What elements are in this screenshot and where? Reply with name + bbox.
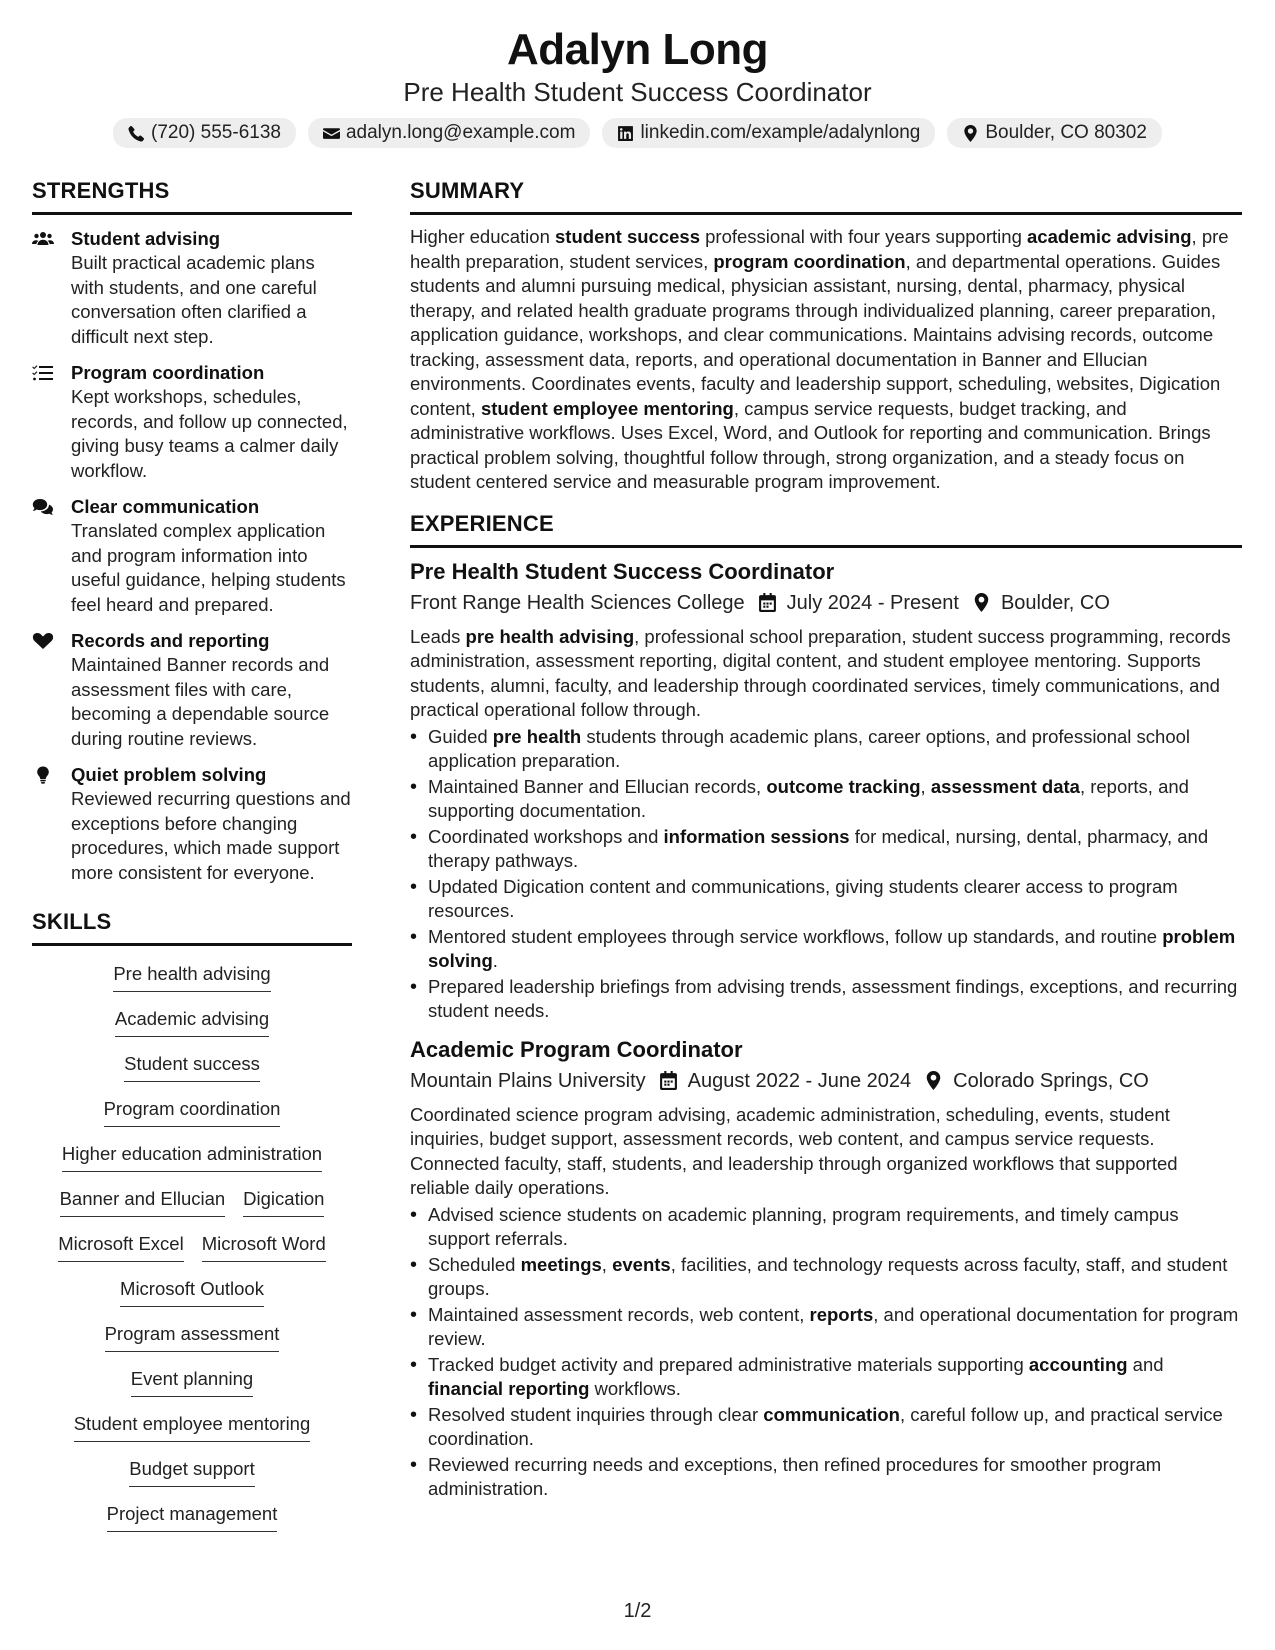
skill-row — [129, 1451, 254, 1496]
calendar-icon — [759, 593, 777, 613]
text-run: Maintained Banner and Ellucian records, — [428, 775, 767, 797]
contact-phone — [113, 118, 296, 148]
text-run: workflows. — [589, 1378, 681, 1399]
contact-email-text: adalyn.long@example.com — [345, 122, 576, 143]
text-run: , — [601, 1253, 613, 1275]
contact-bar — [0, 118, 1275, 148]
strength-item — [32, 361, 352, 483]
strength-desc: Maintained Banner records and assessment files with care, becoming a dependable source during routine reviews. — [71, 654, 330, 749]
strength-title: Clear communication — [71, 496, 260, 517]
strength-title: Program coordination — [71, 362, 265, 383]
candidate-title: Pre Health Student Success Coordinator — [403, 77, 872, 107]
emphasis-text: communication — [763, 1403, 900, 1425]
skill-tag: Academic advising — [115, 1007, 269, 1037]
skill-tag: Program assessment — [105, 1322, 280, 1352]
text-run: Guided — [428, 725, 493, 747]
skill-row — [131, 1361, 253, 1406]
text-run: Coordinated workshops and — [428, 825, 664, 847]
text-run: Reviewed recurring needs and exceptions, then refined procedures for smoother program administration. — [428, 1453, 1162, 1499]
text-run: Leads — [410, 625, 466, 647]
text-run: Prepared leadership briefings from advising trends, assessment findings, exceptions, and recurring student needs. — [428, 975, 1238, 1021]
skill-row — [58, 1226, 325, 1271]
bullet-item — [410, 775, 1242, 824]
contact-linkedin[interactable] — [602, 118, 935, 148]
text-run: , facilities, and technology requests across faculty, staff, and student groups. — [428, 1253, 1228, 1299]
strength-title: Quiet problem solving — [71, 764, 267, 785]
skills-heading: SKILLS — [32, 907, 352, 946]
skill-row — [115, 1001, 269, 1046]
text-run: Higher education — [410, 226, 556, 247]
text-run: , and departmental operations. Guides students and alumni pursuing medical, physician assistant, nursing, dental, pharmacy, physical therapy, and related health graduate programs through individualized planning, career preparation, application guidance, workshops, and clear communications. Maintains advising records, outcome tracking, assessment data, reports, and operational documentation in Banner and Ellucian environments. Coordinates events, faculty and leadership support, scheduling, websites, Digication content, — [410, 250, 1221, 419]
map-pin-icon — [962, 125, 979, 142]
contact-location-text: Boulder, CO 80302 — [985, 122, 1147, 143]
emphasis-text: problem solving — [428, 925, 1236, 971]
text-run: Resolved student inquiries through clear — [428, 1403, 764, 1425]
text-run: Mentored student employees through service workflows, follow up standards, and routine — [428, 925, 1163, 947]
emphasis-text: student employee mentoring — [480, 397, 734, 419]
contact-linkedin-text: linkedin.com/example/adalynlong — [640, 122, 921, 143]
text-run: . — [492, 950, 498, 971]
skill-tag: Higher education administration — [62, 1142, 322, 1172]
strength-desc: Reviewed recurring questions and exceptions before changing procedures, which made support more consistent for everyone. — [71, 788, 351, 883]
text-run: Maintained assessment records, web content, — [428, 1303, 810, 1325]
job-location: Colorado Springs, CO — [953, 1069, 1149, 1092]
job-title: Academic Program Coordinator — [410, 1036, 743, 1062]
skill-tag: Microsoft Excel — [58, 1232, 183, 1262]
text-run: and — [1127, 1353, 1164, 1375]
skill-row — [62, 1136, 322, 1181]
lightbulb-icon — [32, 766, 56, 786]
experience-heading: EXPERIENCE — [410, 509, 1242, 548]
emphasis-text: pre health — [492, 725, 582, 747]
bullet-item — [410, 1303, 1242, 1352]
strength-item — [32, 763, 352, 885]
text-run: , careful follow up, and practical service coordination. — [428, 1403, 1223, 1449]
bullet-item — [410, 975, 1242, 1024]
right-column — [410, 176, 1242, 1503]
comments-icon — [32, 498, 56, 518]
skill-row — [120, 1271, 264, 1316]
strength-item — [32, 495, 352, 617]
skill-row — [124, 1046, 260, 1091]
job-meta — [410, 589, 1242, 617]
skill-row — [74, 1406, 311, 1451]
emphasis-text: meetings — [520, 1253, 602, 1275]
bullet-item — [410, 1203, 1242, 1252]
text-run: , campus service requests, budget tracking, and administrative workflows. Uses Excel, Word, and Outlook for reporting and communication. Brings practical problem solving, thoughtful follow through, strong organization, and a steady focus on student centered service and measurable program improvement. — [410, 397, 1211, 492]
emphasis-text: assessment data — [930, 775, 1080, 797]
text-run: , pre health preparation, student services, — [410, 226, 1229, 272]
left-column — [32, 176, 352, 1541]
skill-tag: Student employee mentoring — [74, 1412, 311, 1442]
job-description — [410, 625, 1242, 723]
strength-title: Records and reporting — [71, 630, 270, 651]
skill-row — [107, 1496, 278, 1541]
skill-row — [104, 1091, 281, 1136]
emphasis-text: pre health advising — [465, 625, 635, 647]
job-bullets — [410, 1203, 1242, 1502]
strength-desc: Kept workshops, schedules, records, and follow up connected, giving busy teams a calmer daily workflow. — [71, 386, 348, 481]
skill-tag: Banner and Ellucian — [60, 1187, 226, 1217]
skill-tag: Project management — [107, 1502, 278, 1532]
text-run: , and operational documentation for program review. — [428, 1303, 1239, 1349]
text-run: Tracked budget activity and prepared administrative materials supporting — [428, 1353, 1029, 1375]
resume-header — [0, 24, 1275, 148]
job-dates: August 2022 - June 2024 — [687, 1069, 912, 1092]
envelope-icon — [323, 125, 340, 142]
emphasis-text: accounting — [1028, 1353, 1128, 1375]
skill-row — [105, 1316, 280, 1361]
strength-desc: Translated complex application and program information into useful guidance, helping students feel heard and prepared. — [71, 520, 346, 615]
job-dates: July 2024 - Present — [786, 591, 959, 614]
skill-tag: Event planning — [131, 1367, 253, 1397]
skill-tag: Budget support — [129, 1457, 254, 1487]
text-run: Advised science students on academic planning, program requirements, and timely campus support referrals. — [428, 1203, 1179, 1249]
emphasis-text: outcome tracking — [766, 775, 921, 797]
text-run: , professional school preparation, student success programming, records administration, assessment reporting, digital content, and student employee mentoring. Supports students, alumni, faculty, and leadership through coordinated services, timely communications, and practical operational follow through. — [410, 625, 1231, 720]
skill-row — [60, 1181, 325, 1226]
bullet-item — [410, 725, 1242, 774]
summary-heading: SUMMARY — [410, 176, 1242, 215]
job-location: Boulder, CO — [1000, 591, 1110, 614]
text-run: , — [920, 775, 931, 797]
job-title: Pre Health Student Success Coordinator — [410, 558, 835, 584]
skill-tag: Pre health advising — [113, 962, 270, 992]
emphasis-text: financial reporting — [428, 1378, 590, 1399]
bullet-item — [410, 1353, 1242, 1402]
candidate-name: Adalyn Long — [507, 25, 768, 74]
summary-text — [410, 225, 1242, 495]
strengths-heading: STRENGTHS — [32, 176, 352, 215]
bullet-item — [410, 925, 1242, 974]
strength-item — [32, 629, 352, 751]
contact-location — [947, 118, 1162, 148]
skill-tag: Student success — [124, 1052, 260, 1082]
calendar-icon — [660, 1071, 678, 1091]
skill-tag: Digication — [243, 1187, 324, 1217]
skill-tag: Microsoft Outlook — [120, 1277, 264, 1307]
bullet-item — [410, 875, 1242, 924]
page-number: 1/2 — [623, 1600, 652, 1622]
job-meta — [410, 1067, 1242, 1095]
emphasis-text: information sessions — [663, 825, 850, 847]
emphasis-text: student success — [555, 226, 700, 247]
map-pin-icon — [925, 1071, 943, 1091]
skill-tag: Microsoft Word — [202, 1232, 326, 1262]
strength-title: Student advising — [71, 228, 221, 249]
emphasis-text: academic advising — [1027, 226, 1192, 247]
skill-row — [113, 956, 270, 1001]
users-icon — [32, 230, 56, 250]
job-description — [410, 1103, 1242, 1201]
bullet-item — [410, 1453, 1242, 1502]
map-pin-icon — [973, 593, 991, 613]
text-run: professional with four years supporting — [700, 226, 1028, 247]
text-run: Coordinated science program advising, academic administration, scheduling, events, student inquiries, budget support, assessment records, web content, and campus service requests. Connected faculty, staff, students, and leadership through organized workflows that supported reliable daily operations. — [410, 1103, 1178, 1198]
text-run: for medical, nursing, dental, pharmacy, and therapy pathways. — [428, 825, 1209, 871]
strength-item — [32, 227, 352, 349]
strength-desc: Built practical academic plans with students, and one careful conversation often clarified a difficult next step. — [71, 252, 317, 347]
list-check-icon — [32, 364, 56, 384]
job-entry — [410, 558, 1242, 1024]
contact-phone-text: (720) 555-6138 — [151, 122, 281, 143]
emphasis-text: events — [612, 1253, 671, 1275]
emphasis-text: program coordination — [713, 250, 906, 272]
skills-list — [32, 956, 352, 1541]
bullet-item — [410, 825, 1242, 874]
text-run: , reports, and supporting documentation. — [428, 775, 1189, 821]
contact-email[interactable] — [308, 118, 590, 148]
bullet-item — [410, 1403, 1242, 1452]
emphasis-text: reports — [809, 1303, 874, 1325]
job-company: Mountain Plains University — [410, 1069, 646, 1092]
job-company: Front Range Health Sciences College — [410, 591, 745, 614]
job-entry — [410, 1036, 1242, 1502]
skill-tag: Program coordination — [104, 1097, 281, 1127]
text-run: Scheduled — [428, 1253, 521, 1275]
job-bullets — [410, 725, 1242, 1024]
text-run: students through academic plans, career options, and professional school application preparation. — [428, 725, 1191, 771]
text-run: Updated Digication content and communications, giving students clearer access to program resources. — [428, 875, 1178, 921]
bullet-item — [410, 1253, 1242, 1302]
heart-icon — [32, 632, 56, 652]
linkedin-icon — [617, 125, 634, 142]
phone-icon — [128, 125, 145, 142]
